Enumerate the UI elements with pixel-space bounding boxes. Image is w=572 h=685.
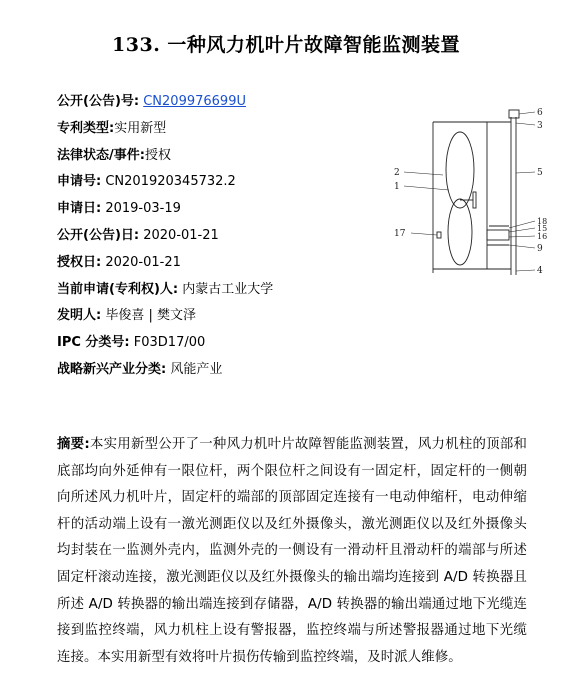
patent-drawing [383,100,555,278]
meta-inventor [57,306,377,333]
label-5: 5 [537,168,543,178]
label-3: 3 [537,121,543,131]
meta-label: IPC 分类号: [57,335,130,351]
meta-publication-date [57,226,377,253]
hub [473,192,476,208]
meta-applicant [57,280,377,307]
label-4: 4 [537,266,543,276]
meta-label: 申请日: [57,201,102,217]
meta-value: 内蒙古工业大学 [182,281,274,297]
label-6: 6 [537,108,543,118]
meta-label: 公开(公告)号: [57,94,140,109]
meta-value: F03D17/00 [133,335,206,351]
meta-grant-date [57,253,377,280]
label-18: 18 [537,217,548,226]
meta-value: CN201920345732.2 [105,174,236,190]
label-16: 16 [537,232,548,241]
meta-label: 战略新兴产业分类: [57,361,167,377]
meta-application-number [57,172,377,199]
sensor-17 [437,232,441,238]
meta-application-date [57,199,377,226]
meta-legal-status [57,146,377,173]
meta-value: 毕俊喜 | 樊文泽 [105,308,196,324]
meta-patent-type [57,119,377,146]
abstract-label: 摘要: [57,437,90,452]
meta-industry-class [57,360,377,387]
label-17: 17 [394,229,406,239]
meta-value: 风能产业 [170,361,223,377]
meta-label: 法律状态/事件: [57,147,145,163]
meta-value: 实用新型 [114,120,167,136]
meta-value: 2019-03-19 [105,201,181,217]
page-title: 133. 一种风力机叶片故障智能监测装置 [112,34,460,56]
meta-label: 授权日: [57,254,102,270]
leader-lines [404,112,535,271]
meta-value: 2020-01-21 [143,227,219,243]
patent-metadata [57,92,377,387]
abstract [57,432,527,671]
meta-value: 2020-01-21 [105,254,181,270]
alarm-box [509,110,519,118]
blade-lower [448,199,472,265]
meta-publication-number [57,92,377,119]
meta-label: 发明人: [57,308,102,324]
label-1: 1 [394,182,400,192]
meta-value: 授权 [144,147,171,163]
meta-ipc [57,333,377,360]
label-15: 15 [537,224,548,233]
publication-number-link[interactable]: CN209976699U [143,94,246,109]
patent-drawing-svg [383,100,555,278]
abstract-text: 本实用新型公开了一种风力机叶片故障智能监测装置，风力机柱的顶部和底部均向外延伸有一限位杆，两个限位杆之间设有一固定杆，固定杆的一侧朝向所述风力机叶片，固定杆的端部的顶部固定连接有一电动伸缩杆，电动伸缩杆的活动端上设有一激光测距仪以及红外摄像头，激光测距仪以及红外摄像头均封装在一监测外壳内，监测外壳的一侧设有一滑动杆且滑动杆的端部与所述固定杆滚动连接，激光测距仪以及红外摄像头的输出端均连接到 A/D 转换器且所述 A/D 转换器的输出端连接到存储器，A/D 转换器的输出端通过地下光缆连接到监控终端，风力机柱上设有警报器，监控终端与所述警报器通过地下光缆连接。本实用新型有效将叶片损伤传输到监控终端，及时派人维修。 [57,437,527,665]
label-2: 2 [394,168,400,178]
blade-upper [446,132,474,208]
part-labels [394,108,547,276]
meta-label: 申请号: [57,174,102,190]
meta-label: 专利类型: [57,120,115,136]
meta-label: 当前申请(专利权)人: [57,281,179,297]
monitor-housing [487,230,509,240]
label-9: 9 [537,244,543,254]
meta-label: 公开(公告)日: [57,227,140,243]
